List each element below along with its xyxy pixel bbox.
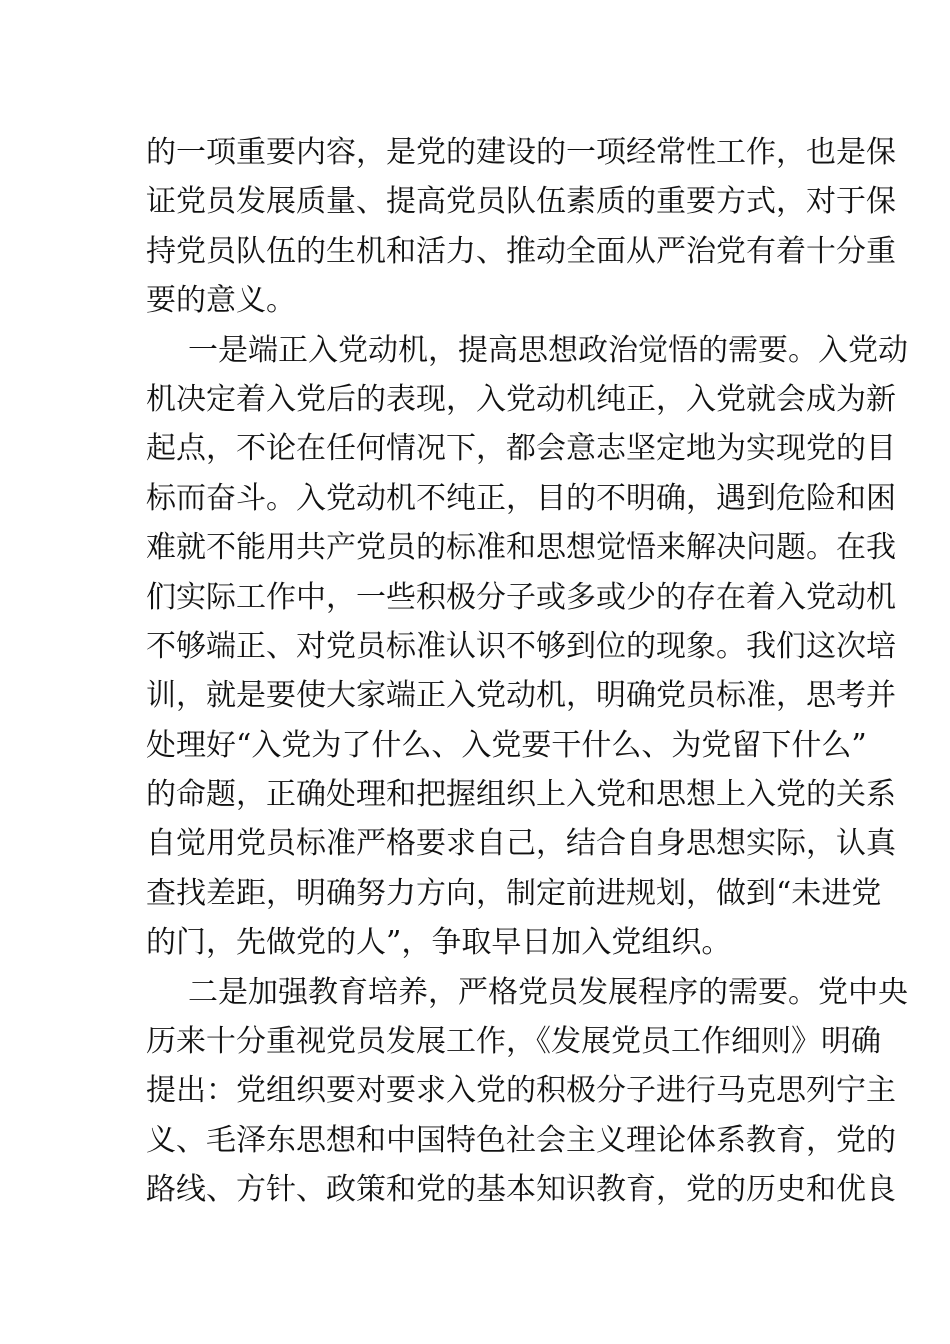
- text-line: 的门，先做党的人”，争取早日加入党组织。: [146, 925, 732, 961]
- text-line: 义、毛泽东思想和中国特色社会主义理论体系教育，党的: [146, 1122, 896, 1158]
- text-line: 证党员发展质量、提高党员队伍素质的重要方式，对于保: [146, 184, 896, 220]
- text-line: 自觉用党员标准严格要求自己，结合自身思想实际，认真: [146, 826, 896, 862]
- text-line: 查找差距，明确努力方向，制定前进规划，做到“未进党: [146, 875, 882, 911]
- text-line: 路线、方针、政策和党的基本知识教育，党的历史和优良: [146, 1172, 896, 1208]
- text-line: 机决定着入党后的表现，入党动机纯正，入党就会成为新: [146, 381, 896, 417]
- text-line: 们实际工作中，一些积极分子或多或少的存在着入党动机: [146, 579, 896, 615]
- text-line: 一是端正入党动机，提高思想政治觉悟的需要。入党动: [188, 332, 908, 368]
- text-line: 持党员队伍的生机和活力、推动全面从严治党有着十分重: [146, 233, 896, 269]
- text-line: 提出：党组织要对要求入党的积极分子进行马克思列宁主: [146, 1073, 896, 1109]
- text-line: 的命题，正确处理和把握组织上入党和思想上入党的关系: [146, 777, 896, 813]
- text-line: 处理好“入党为了什么、入党要干什么、为党留下什么”: [146, 727, 867, 763]
- text-line: 二是加强教育培养，严格党员发展程序的需要。党中央: [188, 974, 908, 1010]
- text-line: 难就不能用共产党员的标准和思想觉悟来解决问题。在我: [146, 530, 896, 566]
- text-line: 训，就是要使大家端正入党动机，明确党员标准，思考并: [146, 678, 896, 714]
- text-line: 标而奋斗。入党动机不纯正，目的不明确，遇到危险和困: [146, 480, 896, 516]
- text-line: 不够端正、对党员标准认识不够到位的现象。我们这次培: [146, 628, 896, 664]
- text-line: 的一项重要内容，是党的建设的一项经常性工作，也是保: [146, 135, 896, 170]
- text-line: 历来十分重视党员发展工作，《发展党员工作细则》明确: [146, 1024, 881, 1060]
- text-line: 起点，不论在任何情况下，都会意志坚定地为实现党的目: [146, 431, 896, 467]
- body-text: [146, 128, 908, 1215]
- text-line: 要的意义。: [146, 283, 296, 319]
